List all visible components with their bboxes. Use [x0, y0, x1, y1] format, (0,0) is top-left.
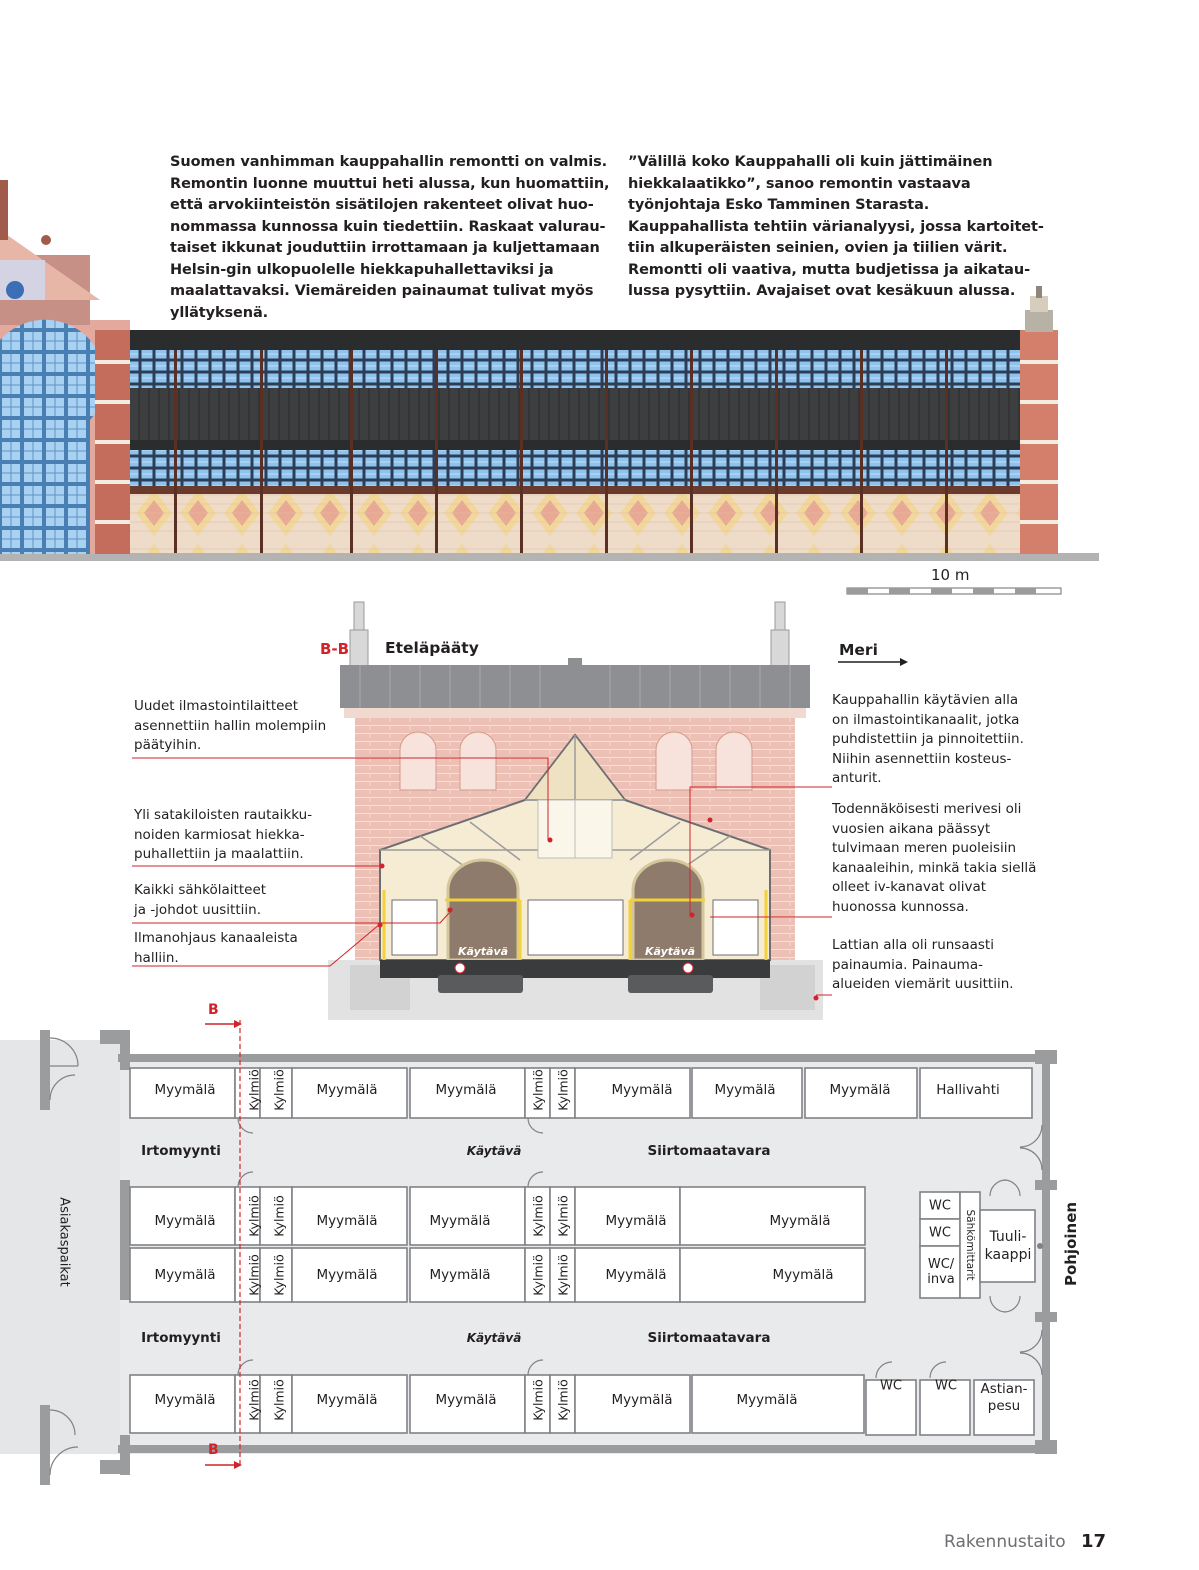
direction-label: Meri [839, 641, 878, 659]
guard-room-label: Hallivahti [936, 1082, 1000, 1098]
annotation-ventilation-channels: Kauppahallin käytävien alla on ilmastointikanaalit, jotka puhdistettiin ja pinnoitettiin. Niihin asennettiin kosteus- anturit. [832, 692, 1024, 786]
colonial-goods-label: Siirtomaatavara [647, 1143, 771, 1159]
shop-label: Myymälä [316, 1392, 378, 1408]
vestibule-label: Tuuli- kaappi [984, 1229, 1032, 1263]
corridor-label-right: Käytävä [645, 945, 696, 958]
shop-label: Myymälä [316, 1082, 378, 1098]
cold-room-label: Kylmiö [246, 1195, 262, 1237]
cold-room-label: Kylmiö [246, 1069, 262, 1111]
corridor-label-left: Käytävä [458, 945, 509, 958]
dishwashing-label: Astian- pesu [980, 1381, 1028, 1414]
aisle-label: Käytävä [466, 1331, 522, 1345]
cold-room-label: Kylmiö [555, 1379, 571, 1421]
cold-room-label: Kylmiö [530, 1254, 546, 1296]
shop-label: Myymälä [605, 1267, 667, 1283]
shop-label: Myymälä [769, 1213, 831, 1229]
annotation-air-guidance: Ilmanohjaus kanaaleista halliin. [134, 930, 298, 966]
cold-room-label: Kylmiö [271, 1379, 287, 1421]
annotation-floor-subsidence: Lattian alla oli runsaasti painaumia. Painauma- alueiden viemärit uusittiin. [832, 937, 1014, 992]
intro-left: Suomen vanhimman kauppahallin remontti on valmis. Remontin luonne muuttui heti alussa, kun huomattiin, että arvokiinteistön sisätilojen rakenteet olivat huo- nommassa kunnossa kuin tiedettiin. Raskaat valurau- taiset ikkunat jouduttiin irrottamaan ja kuljettamaan Helsin-gin ulkopuolelle hiekkapuhallettaviksi ja maalattavaksi. Viemäreiden painaumat tulivat myös yllätyksenä. [170, 154, 610, 321]
page-number: 17 [1081, 1531, 1107, 1552]
electric-meters-label: Sähkömittarit [964, 1209, 976, 1281]
north-label: Pohjoinen [1062, 1201, 1080, 1287]
shop-label: Myymälä [714, 1082, 776, 1098]
loose-sales-label: Irtomyynti [141, 1143, 221, 1159]
shop-label: Myymälä [611, 1392, 673, 1408]
cold-room-label: Kylmiö [530, 1195, 546, 1237]
cold-room-label: Kylmiö [271, 1069, 287, 1111]
shop-label: Myymälä [316, 1213, 378, 1229]
shop-label: Myymälä [154, 1267, 216, 1283]
shop-label: Myymälä [316, 1267, 378, 1283]
cold-room-label: Kylmiö [246, 1254, 262, 1296]
cold-room-label: Kylmiö [555, 1069, 571, 1111]
aisle-label: Käytävä [466, 1144, 522, 1158]
shop-label: Myymälä [736, 1392, 798, 1408]
wc-label: WC [929, 1198, 951, 1214]
cold-room-label: Kylmiö [555, 1195, 571, 1237]
magazine-name: Rakennustaito [944, 1532, 1066, 1552]
wc-label: WC [935, 1378, 957, 1394]
annotation-window-frames: Yli satakiloisten rautaikku- noiden karmiosat hiekka- puhallettiin ja maalattiin. [134, 807, 313, 862]
shop-label: Myymälä [435, 1082, 497, 1098]
shop-label: Myymälä [435, 1392, 497, 1408]
cut-label-top: B [208, 1002, 219, 1018]
wc-label: WC [929, 1225, 951, 1241]
colonial-goods-label: Siirtomaatavara [647, 1330, 771, 1346]
loose-sales-label: Irtomyynti [141, 1330, 221, 1346]
shop-label: Myymälä [429, 1267, 491, 1283]
shop-label: Myymälä [829, 1082, 891, 1098]
annotation-ventilation-units: Uudet ilmastointilaitteet asennettiin hallin molempiin päätyihin. [134, 698, 327, 753]
wc-accessible-label: WC/ inva [927, 1257, 955, 1287]
intro-right: ”Välillä koko Kauppahalli oli kuin jättimäinen hiekkalaatikko”, sanoo remontin vastaava työnjohtaja Esko Tamminen Starasta. Kauppahallista tehtiin värianalyysi, jossa kartoitet- tiin alkuperäisten seinien, ovien ja tiilien värit. Remontti oli vaativa, mutta budjetissa ja aikatau- lussa pysyttiin. Avajaiset ovat kesäkuun alussa. [628, 154, 1044, 299]
cold-room-label: Kylmiö [246, 1379, 262, 1421]
shop-label: Myymälä [605, 1213, 667, 1229]
shop-label: Myymälä [429, 1213, 491, 1229]
cold-room-label: Kylmiö [271, 1195, 287, 1237]
annotation-seawater: Todennäköisesti merivesi oli vuosien aikana päässyt tulvimaan meren puoleisiin kanaaleihin, minkä takia siellä olleet iv-kanavat olivat huonossa kunnossa. [832, 801, 1037, 915]
section-code: B-B [320, 640, 350, 658]
customer-seating-label: Asiakaspaikat [56, 1197, 72, 1287]
cold-room-label: Kylmiö [530, 1379, 546, 1421]
shop-label: Myymälä [154, 1392, 216, 1408]
cold-room-label: Kylmiö [530, 1069, 546, 1111]
shop-label: Myymälä [611, 1082, 673, 1098]
scale-label: 10 m [931, 566, 970, 584]
cold-room-label: Kylmiö [555, 1254, 571, 1296]
wc-label: WC [880, 1378, 902, 1394]
cut-label-bottom: B [208, 1442, 219, 1458]
shop-label: Myymälä [154, 1213, 216, 1229]
shop-label: Myymälä [772, 1267, 834, 1283]
annotation-electrical: Kaikki sähkölaitteet ja -johdot uusittiin. [134, 882, 267, 918]
section-title: Eteläpääty [385, 639, 479, 657]
cold-room-label: Kylmiö [271, 1254, 287, 1296]
shop-label: Myymälä [154, 1082, 216, 1098]
